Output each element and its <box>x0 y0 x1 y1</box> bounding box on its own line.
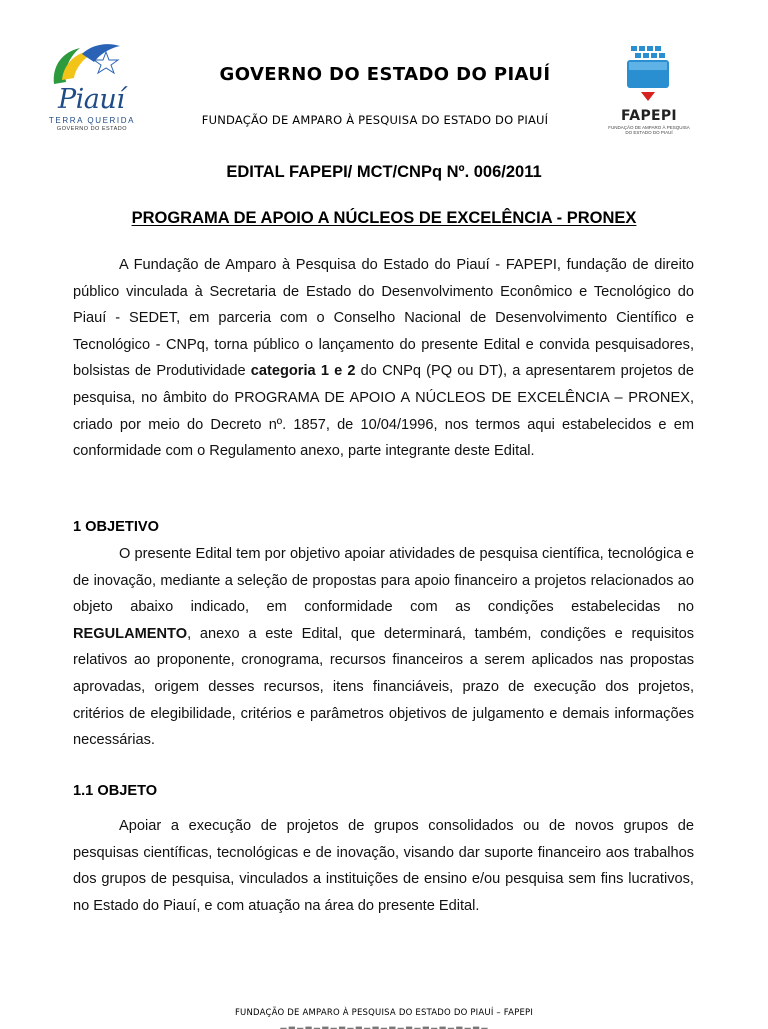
piaui-emblem-icon <box>48 40 128 90</box>
page-footer: FUNDAÇÃO DE AMPARO À PESQUISA DO ESTADO DO PIAUÍ – FAPEPI <box>234 1008 534 1018</box>
piaui-logo-text: Piauí <box>58 84 125 115</box>
fapepi-subtext-line1: FUNDAÇÃO DE AMPARO À PESQUISA <box>608 125 690 130</box>
government-title: GOVERNO DO ESTADO DO PIAUÍ <box>219 64 551 85</box>
objetivo-text-bold: REGULAMENTO <box>73 625 188 642</box>
footer-cut-line: ▁ ▂ ▁ ▂ ▁ ▂ ▁ ▂ ▁ ▂ ▁ ▂ ▁ ▂ ▁ ▂ ▁ ▂ ▁ ▂ ▁ ▂ ▁ ▂ ▁ <box>280 1020 488 1029</box>
section-objeto-paragraph <box>73 813 694 919</box>
section-objeto-heading: 1.1 OBJETO <box>73 783 158 799</box>
fapepi-logo-subtext <box>604 125 694 135</box>
fapepi-emblem-icon <box>627 44 671 106</box>
intro-text-part2: do CNPq (PQ ou DT), a apresentarem projetos de pesquisa, no âmbito do PROGRAMA DE APOIO A NÚCLEOS DE EXCELÊNCIA – PRONEX, criado por meio do Decreto nº. 1857, de 10/04/1996, nos termos aqui estabelecidos e em conformidade com o Regulamento anexo, parte integrante deste Edital. <box>73 363 695 460</box>
foundation-subtitle: FUNDAÇÃO DE AMPARO À PESQUISA DO ESTADO DO PIAUÍ <box>201 113 549 127</box>
intro-text-bold: categoria 1 e 2 <box>250 363 356 380</box>
section-objetivo-heading: 1 OBJETIVO <box>73 519 159 535</box>
fapepi-subtext-line2: DO ESTADO DO PIAUÍ <box>625 130 673 135</box>
piaui-logo-subtagline: GOVERNO DO ESTADO <box>56 126 128 132</box>
program-title-text: PROGRAMA DE APOIO A NÚCLEOS DE EXCELÊNCIA - PRONEX <box>131 209 637 227</box>
fapepi-logo-text: FAPEPI <box>621 108 677 124</box>
piaui-logo <box>44 40 140 132</box>
program-title <box>0 209 768 228</box>
edital-title: EDITAL FAPEPI/ MCT/CNPq Nº. 006/2011 <box>226 163 542 181</box>
objeto-text: Apoiar a execução de projetos de grupos consolidados ou de novos grupos de pesquisas científicas, tecnológicas e de inovação, visando dar suporte financeiro aos trabalhos dos grupos de pesquisa, vinculados a instituições de ensino e/ou pesquisa sem fins lucrativos, no Estado do Piauí, e com atuação na área do presente Edital. <box>73 818 694 914</box>
intro-paragraph <box>73 252 694 465</box>
objetivo-text-part2: , anexo a este Edital, que determinará, também, condições e requisitos relativos ao proponente, cronograma, recursos financeiros a serem aplicados nas propostas aprovadas, origem desses recursos, itens financiáveis, prazo de execução dos projetos, critérios de elegibilidade, critérios e parâmetros objetivos de julgamento e demais informações necessárias. <box>73 625 694 749</box>
piaui-logo-tagline: TERRA QUERIDA <box>48 116 136 125</box>
objetivo-text-part1: O presente Edital tem por objetivo apoiar atividades de pesquisa científica, tecnológica e de inovação, mediante a seleção de propostas para apoio financeiro a projetos relacionados ao objeto abaixo indicado, em conformidade com as condições estabelecidas no <box>73 546 694 616</box>
section-objetivo-paragraph <box>73 541 694 754</box>
fapepi-logo <box>604 44 694 140</box>
intro-text-part1: A Fundação de Amparo à Pesquisa do Estado do Piauí - FAPEPI, fundação de direito público vinculada à Secretaria de Estado do Desenvolvimento Econômico e Tecnológico do Piauí - SEDET, em parceria com o Conselho Nacional de Desenvolvimento Científico e Tecnológico - CNPq, torna público o lançamento do presente Edital e convida pesquisadores, bolsistas de Produtividade <box>73 257 694 380</box>
